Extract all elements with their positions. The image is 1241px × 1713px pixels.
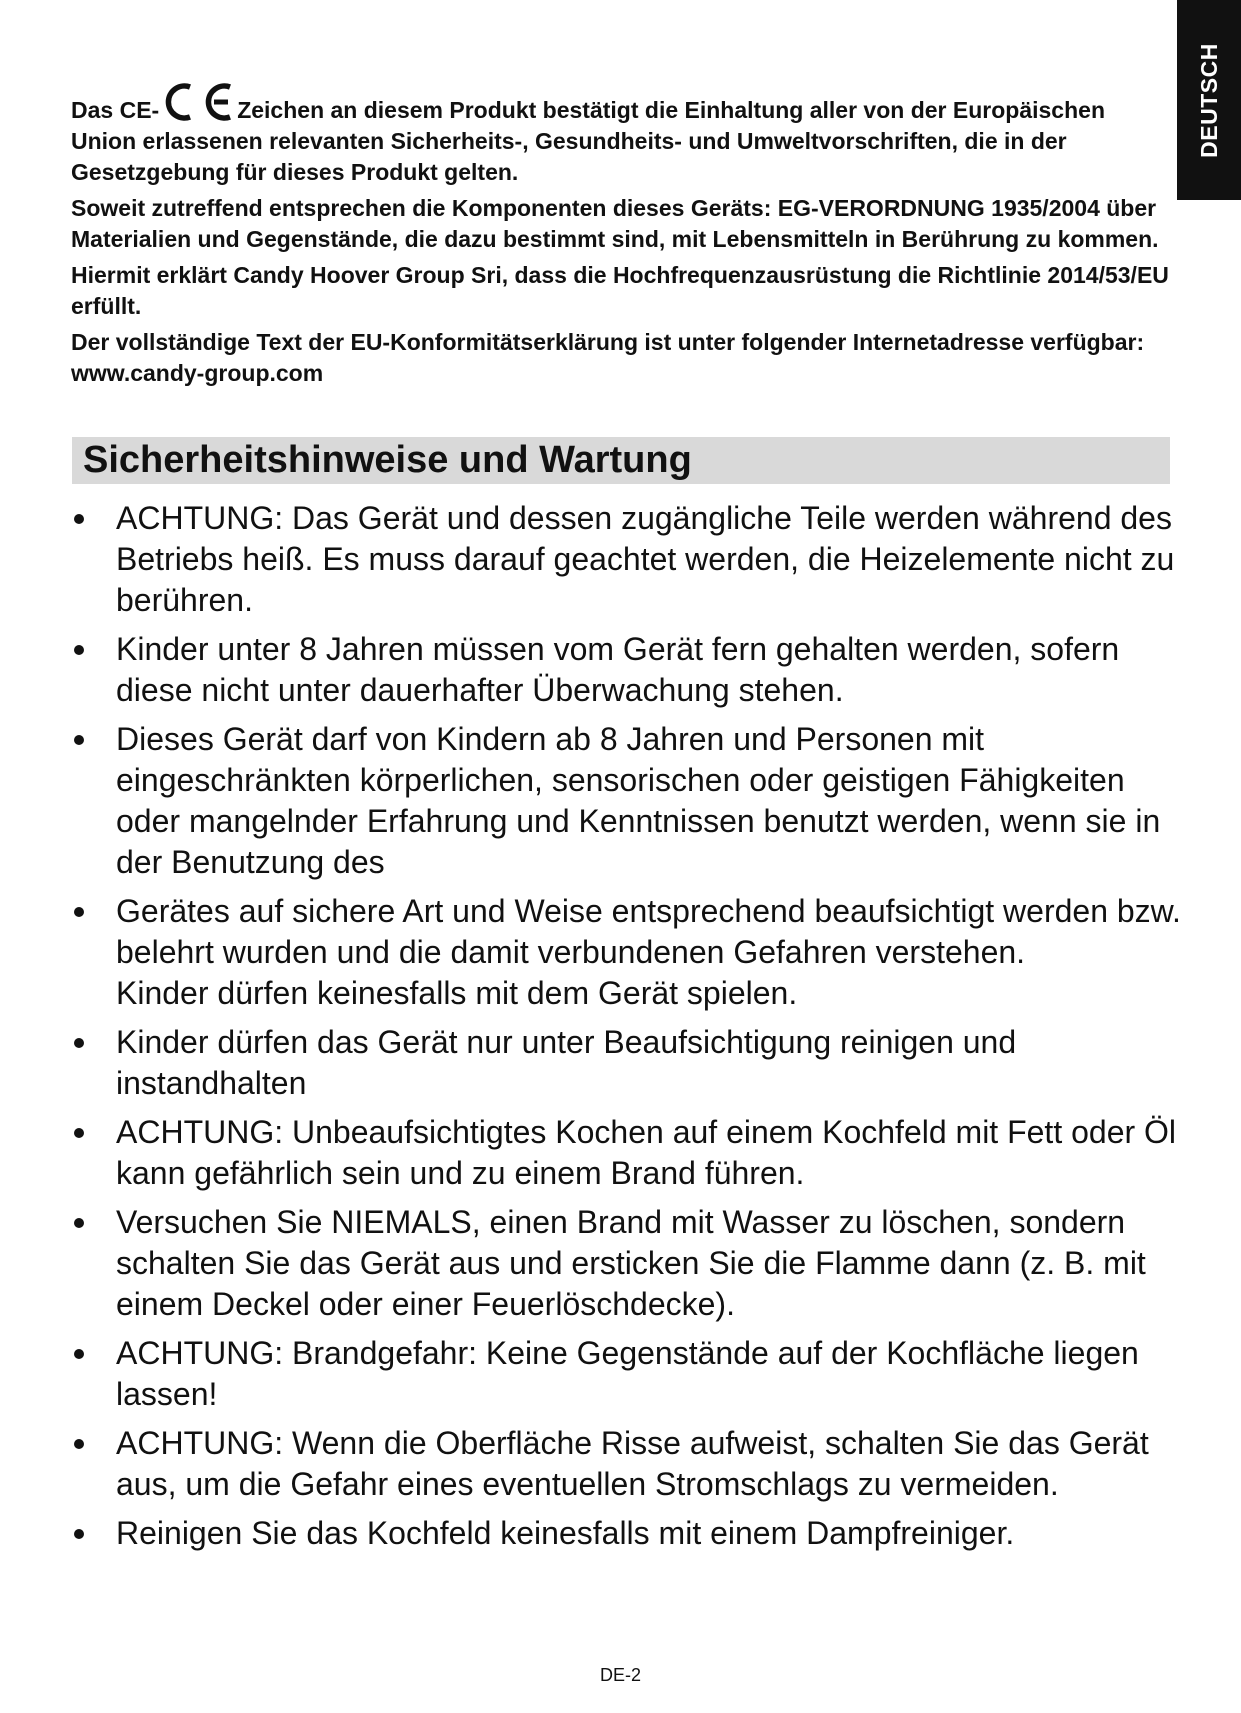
list-item: Dieses Gerät darf von Kindern ab 8 Jahren und Personen mit eingeschränkten körperlichen, sensorischen oder geistigen Fähigkeiten oder mangelnder Erfahrung und Kenntnissen benutzt werden, wenn sie in der Benutzung des bbox=[72, 719, 1182, 883]
bullet-icon bbox=[74, 514, 84, 524]
bullet-icon bbox=[74, 907, 84, 917]
language-tab-label: DEUTSCH bbox=[1195, 42, 1222, 158]
safety-list bbox=[72, 498, 1182, 1562]
list-item: ACHTUNG: Wenn die Oberfläche Risse aufweist, schalten Sie das Gerät aus, um die Gefahr eines eventuellen Stromschlags zu vermeiden. bbox=[72, 1423, 1182, 1505]
language-tab bbox=[1177, 0, 1241, 200]
declaration-url-paragraph: Der vollständige Text der EU-Konformitätserklärung ist unter folgender Internetadresse verfügbar: www.candy-group.com bbox=[71, 329, 1145, 386]
list-item: ACHTUNG: Brandgefahr: Keine Gegenstände auf der Kochfläche liegen lassen! bbox=[72, 1333, 1182, 1415]
ce-mark-icon bbox=[160, 82, 236, 122]
bullet-icon bbox=[74, 1349, 84, 1359]
list-item: Kinder dürfen das Gerät nur unter Beaufsichtigung reinigen und instandhalten bbox=[72, 1022, 1182, 1104]
list-item: ACHTUNG: Unbeaufsichtigtes Kochen auf einem Kochfeld mit Fett oder Öl kann gefährlich sein und zu einem Brand führen. bbox=[72, 1112, 1182, 1194]
bullet-icon bbox=[74, 735, 84, 745]
bullet-icon bbox=[74, 645, 84, 655]
ce-suffix: Zeichen an diesem Produkt bestätigt die Einhaltung aller von der Europäischen Union erlassenen relevanten Sicherheits-, Gesundheits- und Umweltvorschriften, die in der Gesetzgebung für dieses Produkt gelten. bbox=[71, 97, 1105, 185]
list-item: ACHTUNG: Das Gerät und dessen zugängliche Teile werden während des Betriebs heiß. Es muss darauf geachtet werden, die Heizelemente nicht zu berühren. bbox=[72, 498, 1182, 621]
page-number: DE-2 bbox=[599, 1665, 641, 1685]
list-item: Versuchen Sie NIEMALS, einen Brand mit Wasser zu löschen, sondern schalten Sie das Gerät aus und ersticken Sie die Flamme dann (z. B. mit einem Deckel oder einer Feuerlöschdecke). bbox=[72, 1202, 1182, 1325]
list-item: Reinigen Sie das Kochfeld keinesfalls mit einem Dampfreiniger. bbox=[72, 1513, 1182, 1554]
ce-paragraph bbox=[71, 78, 1171, 188]
ce-prefix: Das CE- bbox=[71, 97, 160, 123]
radio-directive-paragraph: Hiermit erklärt Candy Hoover Group Sri, dass die Hochfrequenzausrüstung die Richtlinie 2014/53/EU erfüllt. bbox=[71, 262, 1169, 319]
list-item: Kinder unter 8 Jahren müssen vom Gerät fern gehalten werden, sofern diese nicht unter dauerhafter Überwachung stehen. bbox=[72, 629, 1182, 711]
bullet-icon bbox=[74, 1218, 84, 1228]
bullet-icon bbox=[74, 1439, 84, 1449]
regulation-paragraph: Soweit zutreffend entsprechen die Komponenten dieses Geräts: EG-VERORDNUNG 1935/2004 über Materialien und Gegenstände, die dazu bestimmt sind, mit Lebensmitteln in Berührung zu kommen. bbox=[71, 195, 1159, 252]
conformity-notice bbox=[71, 78, 1171, 394]
bullet-icon bbox=[74, 1128, 84, 1138]
bullet-icon bbox=[74, 1038, 84, 1048]
bullet-icon bbox=[74, 1529, 84, 1539]
list-item: Gerätes auf sichere Art und Weise entsprechend beaufsichtigt werden bzw. belehrt wurden und die damit verbundenen Gefahren verstehen. Kinder dürfen keinesfalls mit dem Gerät spielen. bbox=[72, 891, 1182, 1014]
section-heading: Sicherheitshinweise und Wartung bbox=[72, 437, 1170, 484]
